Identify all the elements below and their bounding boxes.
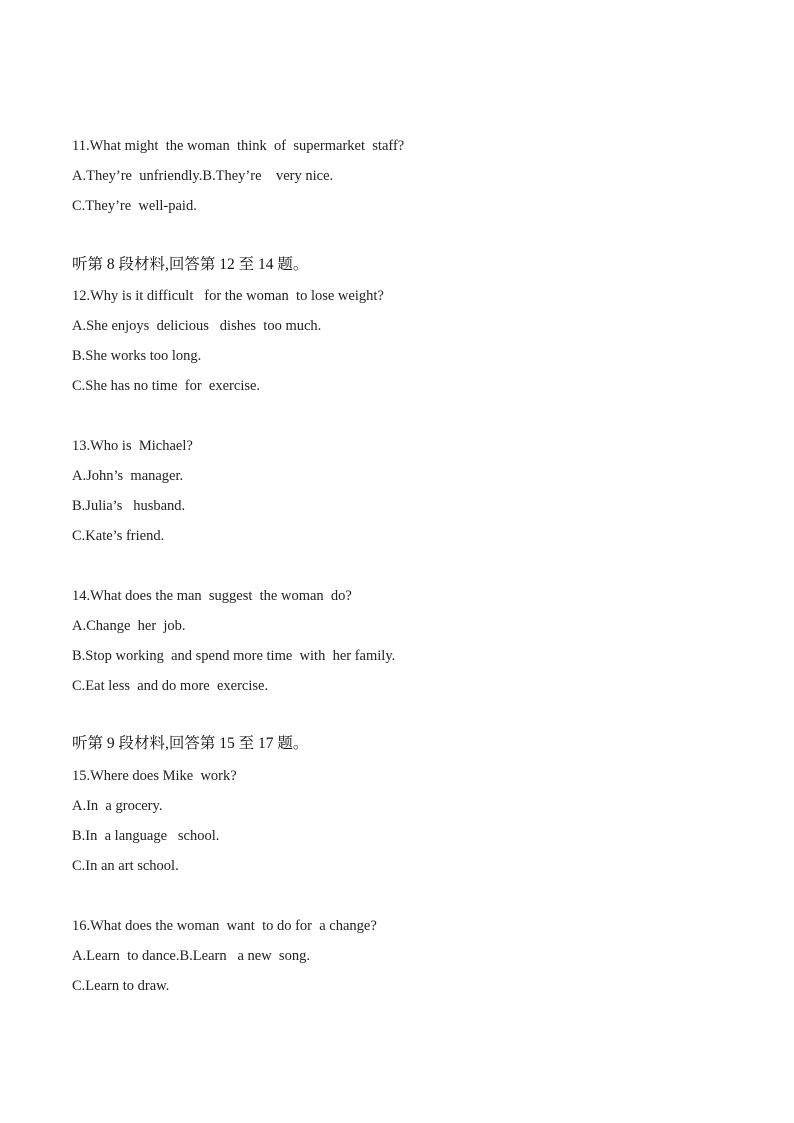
option-14-c: C.Eat less and do more exercise. xyxy=(72,678,269,694)
section-heading-8: 听第 8 段材料,回答第 12 至 14 题。 xyxy=(72,256,309,273)
option-14-b: B.Stop working and spend more time with her family. xyxy=(72,648,396,664)
option-15-c: C.In an art school. xyxy=(72,858,179,874)
option-15-a: A.In a grocery. xyxy=(72,798,163,814)
option-16-c: C.Learn to draw. xyxy=(72,978,170,994)
option-16-ab: A.Learn to dance.B.Learn a new song. xyxy=(72,948,310,964)
question-16: 16.What does the woman want to do for a change? xyxy=(72,918,377,934)
option-15-b: B.In a language school. xyxy=(72,828,220,844)
option-13-b: B.Julia’s husband. xyxy=(72,498,186,514)
question-14: 14.What does the man suggest the woman do? xyxy=(72,588,352,604)
question-15: 15.Where does Mike work? xyxy=(72,768,237,784)
option-12-b: B.She works too long. xyxy=(72,348,202,364)
option-11-ab: A.They’re unfriendly.B.They’re very nice. xyxy=(72,168,334,184)
option-13-c: C.Kate’s friend. xyxy=(72,528,165,544)
option-13-a: A.John’s manager. xyxy=(72,468,184,484)
option-12-a: A.She enjoys delicious dishes too much. xyxy=(72,318,322,334)
question-13: 13.Who is Michael? xyxy=(72,438,193,454)
option-14-a: A.Change her job. xyxy=(72,618,186,634)
option-12-c: C.She has no time for exercise. xyxy=(72,378,261,394)
question-11: 11.What might the woman think of supermarket staff? xyxy=(72,138,405,154)
option-11-c: C.They’re well-paid. xyxy=(72,198,197,214)
question-12: 12.Why is it difficult for the woman to lose weight? xyxy=(72,288,384,304)
section-heading-9: 听第 9 段材料,回答第 15 至 17 题。 xyxy=(72,735,309,752)
